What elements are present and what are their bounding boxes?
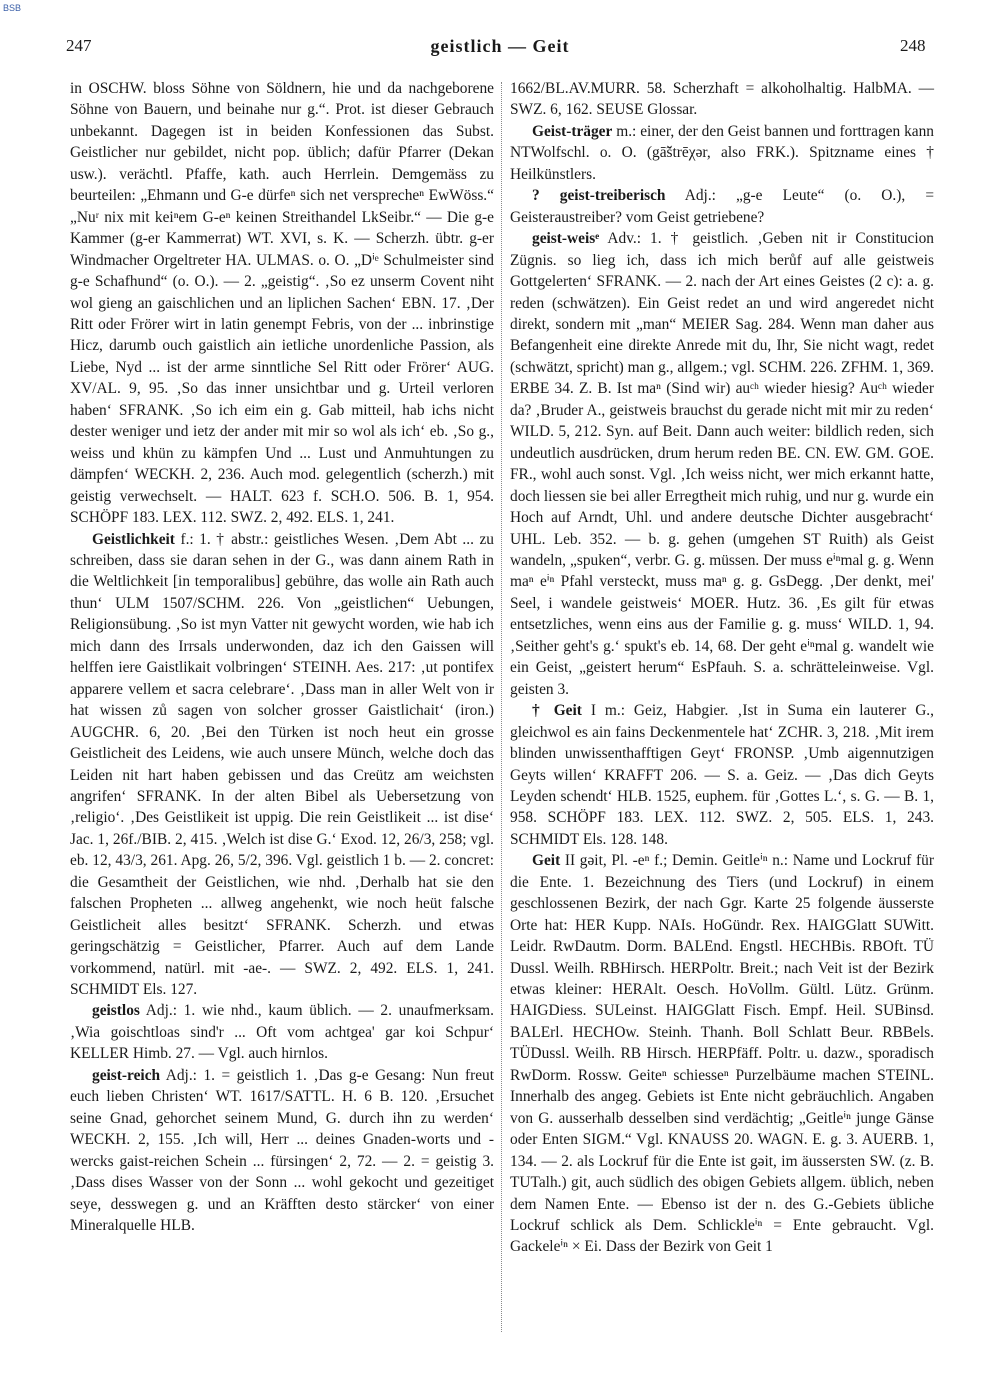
continued-entry	[510, 78, 934, 121]
page-number-right: 248	[900, 36, 926, 55]
entry-body: I m.: Geiz, Habgier. ‚Ist in Suma ein lauterer G., gleichwol es ain fains Deckenmentele hat‘ ZCHR. 3, 218. ‚Mit irem blinden unwissenthafftigen Geyt‘ FRONSP. ‚Umb aigennutzigen Geyts willen‘ KRAFFT 206. — S. a. Geiz. — ‚Das dich Geyts Leyden schendt‘ HLB. 1525, euphem. für ‚Gottes L.‘, s. G. — B. 1, 958. SCHÖPF 183. LEX. 112. SWZ. 2, 505. ELS. 1, 243. SCHMIDT Els. 128. 148.	[510, 702, 934, 848]
entry-body: Adj.: „g-e Leute“ (o. O.), = Geisteraustreiber? vom Geist getriebene?	[510, 187, 935, 226]
entry-headword: Geistlichkeit	[92, 530, 175, 548]
left-column	[70, 78, 494, 1236]
dictionary-entry	[70, 1000, 494, 1064]
entry-body: Adj.: 1. = geistlich 1. ‚Das g-e Gesang: Nun freut euch lieben Christen‘ WT. 1617/SATTL. H. 6 B. 120. ‚Ersuchet seine Gnad, gehorchet seinem Mund, G. durch ihn zu werden‘ WECKH. 2, 155. ‚Ich will, Herr ... deines Gnaden-worts und -wercks gaist-reichen Schein ... fürsingen‘ 2, 72. — 2. = geistig 3. ‚Dass dises Wasser von der Sonn ... wohl gekocht und gezeitiget seye, desswegen g. und an Kräfften desto stärcker‘ von einer Mineralquelle HLB.	[70, 1066, 494, 1235]
dictionary-entry	[510, 121, 934, 185]
continued-entry	[70, 78, 494, 529]
page-number-left: 247	[66, 36, 92, 55]
entry-headword: geistlos	[92, 1002, 140, 1020]
entry-body: f.: 1. † abstr.: geistliches Wesen. ‚Dem Abt ... zu schreiben, dass sie daran sehen in der G., was dann ainem Rath in die Weltlichkeit [in temporalibus] gebühre, das wolle ain Rath auch thun‘ ULM 1507/SCHM. 226. Von „geistlichen“ Uebungen, Religionsübung. ‚So ist myn Vatter nit gewycht worden, wie hab ich mich dann des Irrsals underwonden, daz ich den Gaissen will helffen iere Gaistlikait volbringen‘ STEINH. Aes. 217: ‚ut pontifex apparere vellem et sacra celebrare‘. ‚Dass man in aller Welt von ir hat wissen zů sagen von solcher grosser Gaistlichait‘ (iron.) AUGCHR. 6, 20. ‚Bei den Türken ist noch heut ein grosse Geistlicheit des Leidens, wie auch unsere Münch, welche doch das Leiden nit hart haben gebissen und das Creütz am weichsten angrifen‘ SFRANK. In der alten Bibel als Uebersetzung von ‚religio‘. ‚Des Geistlikeit ist uppig. Die rein Geistlikeit ... ist dise‘ Jac. 1, 26f./BIB. 2, 415. ‚Welch ist dise G.‘ Exod. 12, 26/3, 258; vgl. eb. 12, 43/3, 261. Apg. 26, 5/2, 396. Vgl. geistlich 1 b. — 2. concret: die Gesamtheit der Geistlichen, wie nhd. ‚Derhalb hat sie den falschen Propheten ... allweg angehenkt, wie noch heüt falsche Geistlicheit alles besitzt‘ SFRANK. Scherzh. und etwas geringschätzig = Geistlicher, Pfarrer. Auch auf dem Lande vorkommend, natürl. mit -ae-. — SWZ. 2, 492. ELS. 1, 241. SCHMIDT Els. 127.	[70, 530, 494, 999]
running-title: geistlich — Geit	[430, 36, 570, 56]
entry-headword: † Geit	[532, 702, 582, 720]
entry-body: 1662/BL.AV.MURR. 58. Scherzhaft = alkoholhaltig. HalbMA. — SWZ. 6, 162. SEUSE Glossar.	[510, 80, 934, 119]
column-divider	[501, 82, 502, 1332]
dictionary-entry	[510, 185, 934, 228]
entry-body: Adv.: 1. † geistlich. ‚Geben nit ir Constitucion Zügnis. so lieg ich, dass ich mich berůf auf alle geistweis Gottgelerten‘ SFRANK. — 2. nach der Art eines Geistes (2 c): a. g. reden (schwätzen). Ein Geist redet an und wird angeredet nicht direkt, sondern mit „man“ MEIER Sag. 284. Wenn man daher aus Befangenheit eine direkte Anrede mit du, Ihr, Sie nicht wagt, redet (schwätzt, spricht) man g., allgem.; vgl. SCHM. 226. ZFHM. 1, 369. ERBE 34. Z. B. Ist maⁿ (Sind wir) auᶜʰ wieder hiesig? Auᶜʰ wieder da? ‚Bruder A., geistweis brauchst du gerade nicht mit mir zu reden‘ WILD. 5, 212. Syn. auf Beit. Dann auch weiter: bildlich reden, sich undeutlich ausdrücken, drum herum reden BE. CN. EW. GM. GOE. FR., wohl auch sonst. Vgl. ‚Ich weiss nicht, wer mich erkannt hatte, doch liessen sie bei aller Erregtheit mich ruhig, und nur g. wurde ein Hoch auf Arndt, Uhl. und andere deutsche Dichter ausgebracht‘ UHL. Leb. 352. — b. g. gehen (umgehen ST Ruith) als Geist wandeln, „spuken“, verbr. G. g. müssen. Der muss eⁱⁿmal g. g. Wenn maⁿ eⁱⁿ Pfahl versteckt, muss maⁿ g. g. GsDegg. ‚Der denkt, mei' Seel, i wandele geistweis‘ MOER. Hutz. 36. ‚Es gilt für etwas entsetzliches, wenn eins aus der Familie g. g. muss‘ WILD. 1, 94. ‚Seither geht's g.‘ spukt's eb. 14, 68. Der geht eⁱⁿmal g. wandelt wie ein Geist, „geistert herum“ EsPfauh. S. a. schrätteleinweise. Vgl. geisten 3.	[510, 230, 934, 698]
dictionary-entry	[510, 850, 934, 1258]
entry-body: in OSCHW. bloss Söhne von Söldnern, hie und da nachgeborene Söhne von Bauern, und beinahe nur g.“. Prot. ist dieser Gebrauch unbekannt. Dagegen ist in beiden Konfessionen das Subst. Geistlicher nur gebildet, nicht pop. üblich; dafür Pfarrer (Dekan usw.). verächtl. Pfaffe, kath. auch Herrlein. Demgemäss zu beurteilen: „Ehmann und G-e dürfeⁿ sich net versprecheⁿ EwWöss.“ „Nuʳ nix mit keiⁿem G-eⁿ keinen Streithandel LkSeibr.“ — Die g-e Kammer (g-er Kammerrat) WT. XVI, s. K. — Scherzh. übtr. g-er Windmacher Orgeltreter HA. ULMAS. o. O. „Dⁱᵉ Schulmeister sind g-e Schafhund“ (o. O.). — 2. „geistig“. ‚So ez unserm Covent niht wol gieng an gaischlichen und an liplichen Sachen‘ EBN. 17. ‚Der Ritt oder Frörer wirt in latin genempt Febris, von der ... inbrinstige Hicz, darumb ouch gaistlich ain ietliche unordenliche Passion, als Liebe, Nyd ... ist der arme sinntliche Sel Ritt oder Frörer‘ AUG. XV/AL. 9, 95. ‚So das inner unsichtbar und g. Urteil verloren haben‘ SFRANK. ‚So ich eim ein g. Gab mitteil, hab ichs nicht dester weniger und ietz der ander mit mir so wol als ich‘ eb. ‚So g., weiss und khün zu kämpfen Und ... Lust und Anmuhtungen zu dämpfen‘ WECKH. 2, 236. Auch mod. gelegentlich (scherzh.) mit geistig verwechselt. — HALT. 623 f. SCH.O. 506. B. 1, 954. SCHÖPF 183. LEX. 112. SWZ. 2, 492. ELS. 1, 241.	[70, 80, 494, 527]
dictionary-entry	[70, 1065, 494, 1237]
dictionary-entry	[510, 700, 934, 850]
dictionary-entry	[510, 228, 934, 700]
entry-headword: geist-weisᵉ	[532, 230, 600, 248]
entry-body: II gəit, Pl. -eⁿ f.; Demin. Geitleⁱⁿ n.: Name und Lockruf für die Ente. 1. Bezeichnung des Tiers (und Lockruf) in einem geschlossenen Bezirk, der nach Ggr. Karte 25 folgende äusserste Orte hat: HER Kupp. NAIs. HoGündr. Rex. HAIGGlatt SUWitt. Leidr. RwDautm. Dorm. BALEnd. Engstl. HECHBis. RBOft. TÜ Dussl. Weilh. RBHirsch. HERPoltr. Breit.; nach Veit ist der Bezirk etwas kleiner: HERAlt. Oesch. HoVollm. Gültl. Lütz. Grünm. HAIGDiess. SULeinst. HAIGGlatt Fisch. Empf. Heil. SUBinsd. BALErl. HECHOw. Steinh. Thanh. Boll Schlatt Beur. RBBels. TÜDussl. Weilh. RB Hirsch. HERPfäff. Poltr. u. dazw., sporadisch RwDorm. Rossw. Geiteⁿ schiesseⁿ Purzelbäume machen STEINL. Innerhalb des angeg. Gebiets ist Ente nicht gebräuchlich. Angaben von G. ausserhalb desselben sind verdächtig; „Geitleⁱⁿ junge Gänse oder Enten SIGM.“ Vgl. KNAUSS 20. WAGN. E. g. 3. AUERB. 1, 134. — 2. als Lockruf für die Ente ist gəit, im äussersten SW. (z. B. TUTalh.) git, auch südlich des obigen Gebiets allgem. üblich, neben dem Namen Ente. — Ebenso ist der n. des G.-Gebiets übliche Lockruf schlick als Dem. Schlickleⁱⁿ = Ente gebraucht. Vgl. Gackeleⁱⁿ × Ei. Dass der Bezirk von Geit 1	[510, 852, 934, 1256]
entry-headword: ? geist-treiberisch	[532, 187, 666, 205]
dictionary-entry	[70, 529, 494, 1001]
entry-body: Adj.: 1. wie nhd., kaum üblich. — 2. unaufmerksam. ‚Wia goischtloas sind'r ... Oft vom achtgea' gar koi Schpur‘ KELLER Himb. 27. — Vgl. auch hirnlos.	[70, 1002, 494, 1063]
right-column	[510, 78, 934, 1258]
entry-headword: Geist-träger	[532, 122, 613, 140]
entry-headword: geist-reich	[92, 1066, 161, 1084]
library-tag: BSB	[3, 3, 22, 13]
entry-body: m.: einer, der den Geist bannen und forttragen kann NTWolfschl. o. O. (gā̃štrēχər, also FRK.). Spitzname eines † Heilkünstlers.	[510, 122, 934, 183]
entry-headword: Geit	[532, 852, 561, 870]
